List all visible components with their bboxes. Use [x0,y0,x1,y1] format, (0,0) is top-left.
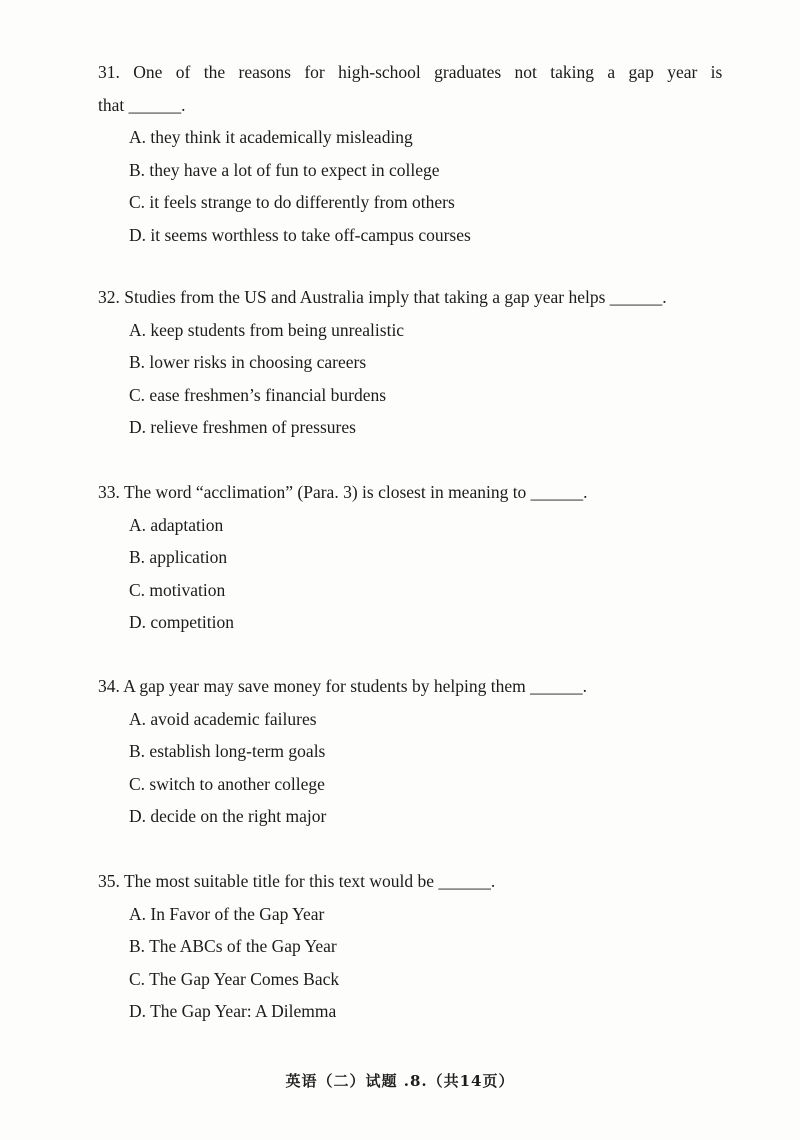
option-a[interactable]: A. adaptation [129,514,224,535]
option-a[interactable]: A. avoid academic failures [129,708,317,729]
option-d[interactable]: D. decide on the right major [129,806,327,826]
question-stem [98,56,738,121]
question-stem [98,476,738,509]
question-stem-text: The most suitable title for this text would be ______. [123,871,496,891]
option-c[interactable]: C. it feels strange to do differently from others [129,192,455,212]
option-list [98,898,738,1028]
option-a[interactable]: A. keep students from being unrealistic [129,319,405,340]
question-number: 35. [98,871,120,891]
question-34 [98,670,738,833]
option-c[interactable]: C. motivation [129,579,226,600]
option-list [98,121,738,251]
question-stem-text: A gap year may save money for students by helping them ______. [123,676,587,696]
question-stem [98,281,738,314]
question-number: 32. [98,287,120,307]
option-b[interactable]: B. The ABCs of the Gap Year [129,936,337,956]
question-stem-line-2: that ______. [98,94,186,115]
question-stem-text: The word “acclimation” (Para. 3) is closest in meaning to ______. [123,482,588,502]
option-b[interactable]: B. they have a lot of fun to expect in college [129,159,440,180]
option-a[interactable]: A. In Favor of the Gap Year [129,903,325,924]
question-33 [98,476,738,639]
option-d[interactable]: D. competition [129,612,234,632]
option-list [98,703,738,833]
question-stem [98,670,738,703]
option-list [98,509,738,639]
question-stem-text: Studies from the US and Australia imply that taking a gap year helps ______. [124,287,667,307]
option-a[interactable]: A. they think it academically misleading [129,127,413,147]
option-c[interactable]: C. The Gap Year Comes Back [129,968,340,989]
option-b[interactable]: B. lower risks in choosing careers [129,352,367,372]
option-c[interactable]: C. ease freshmen’s financial burdens [129,384,387,405]
question-stem-line-1: One of the reasons for high-school graduates not taking a gap year is [133,62,723,82]
question-32 [98,281,738,444]
option-list [98,314,738,444]
question-number: 33. [98,482,120,502]
question-31 [98,56,738,251]
option-d[interactable]: D. The Gap Year: A Dilemma [129,1001,337,1021]
option-d[interactable]: D. relieve freshmen of pressures [129,417,356,437]
question-stem [98,865,738,898]
option-b[interactable]: B. application [129,547,228,567]
question-number: 31. [98,62,120,82]
question-number: 34. [98,676,120,696]
option-b[interactable]: B. establish long-term goals [129,741,326,761]
option-d[interactable]: D. it seems worthless to take off-campus courses [129,224,471,245]
page-footer: 英语（二）试题 .8.（共14页） [285,1072,515,1090]
question-35 [98,865,738,1028]
option-c[interactable]: C. switch to another college [129,773,325,794]
